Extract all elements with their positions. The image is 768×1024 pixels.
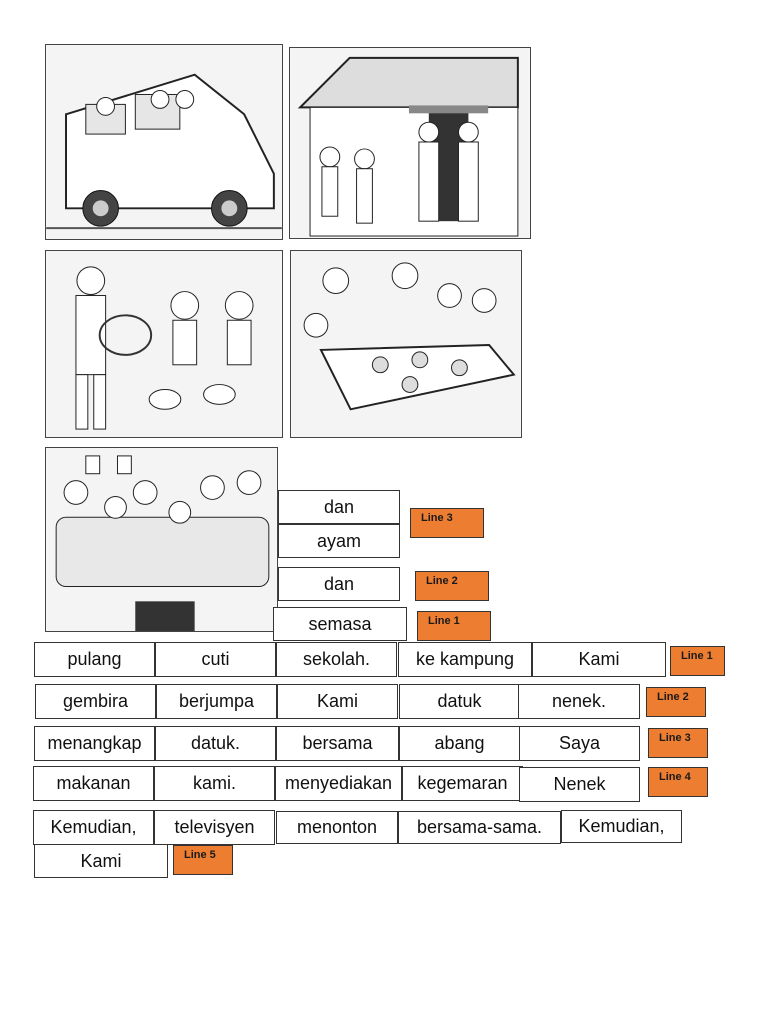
line-2-label: Line 2 xyxy=(646,687,706,717)
word-card-makanan[interactable]: makanan xyxy=(33,766,154,801)
word-card-menangkap[interactable]: menangkap xyxy=(34,726,155,761)
word-card-dan-2[interactable]: dan xyxy=(278,567,400,601)
word-card-kami-1[interactable]: Kami xyxy=(532,642,666,677)
word-card-bersama-sama[interactable]: bersama-sama. xyxy=(398,811,561,844)
word-card-ke-kampung[interactable]: ke kampung xyxy=(398,642,532,677)
tv-illustration xyxy=(46,448,277,631)
word-card-semasa[interactable]: semasa xyxy=(273,607,407,641)
line-3-label: Line 3 xyxy=(648,728,708,758)
word-card-saya[interactable]: Saya xyxy=(519,726,640,761)
word-card-cuti[interactable]: cuti xyxy=(155,642,276,677)
picture-catching-chickens xyxy=(45,250,283,438)
car-illustration xyxy=(46,45,282,239)
picture-watching-television xyxy=(45,447,278,632)
picture-greeting-grandparents xyxy=(289,47,531,239)
word-card-nenek[interactable]: nenek. xyxy=(518,684,640,719)
line-3-label-upper: Line 3 xyxy=(410,508,484,538)
word-card-kegemaran[interactable]: kegemaran xyxy=(402,766,523,801)
line-1-label-upper: Line 1 xyxy=(417,611,491,641)
word-card-dan-1[interactable]: dan xyxy=(278,490,400,524)
line-4-label: Line 4 xyxy=(648,767,708,797)
word-card-kami-dot[interactable]: kami. xyxy=(154,766,275,801)
word-card-datuk-dot[interactable]: datuk. xyxy=(155,726,276,761)
word-card-pulang[interactable]: pulang xyxy=(34,642,155,677)
word-card-datuk[interactable]: datuk xyxy=(399,684,520,719)
word-card-televisyen[interactable]: televisyen xyxy=(154,810,275,845)
word-card-sekolah[interactable]: sekolah. xyxy=(276,642,397,677)
word-card-kemudian-1[interactable]: Kemudian, xyxy=(33,810,154,845)
line-5-label: Line 5 xyxy=(173,845,233,875)
word-card-kemudian-2[interactable]: Kemudian, xyxy=(561,810,682,843)
word-card-ayam[interactable]: ayam xyxy=(278,524,400,558)
meal-illustration xyxy=(291,251,521,437)
word-card-berjumpa[interactable]: berjumpa xyxy=(156,684,277,719)
line-2-label-upper: Line 2 xyxy=(415,571,489,601)
house-illustration xyxy=(290,48,530,238)
picture-family-meal xyxy=(290,250,522,438)
word-card-kami-3[interactable]: Kami xyxy=(34,844,168,878)
word-card-menyediakan[interactable]: menyediakan xyxy=(275,766,402,801)
word-card-abang[interactable]: abang xyxy=(399,726,520,761)
chickens-illustration xyxy=(46,251,282,437)
line-1-label: Line 1 xyxy=(670,646,725,676)
word-card-kami-2[interactable]: Kami xyxy=(277,684,398,719)
word-card-nenek-2[interactable]: Nenek xyxy=(519,767,640,802)
word-card-menonton[interactable]: menonton xyxy=(276,811,398,844)
word-card-gembira[interactable]: gembira xyxy=(35,684,156,719)
picture-family-car-trip xyxy=(45,44,283,240)
word-card-bersama[interactable]: bersama xyxy=(276,726,399,761)
